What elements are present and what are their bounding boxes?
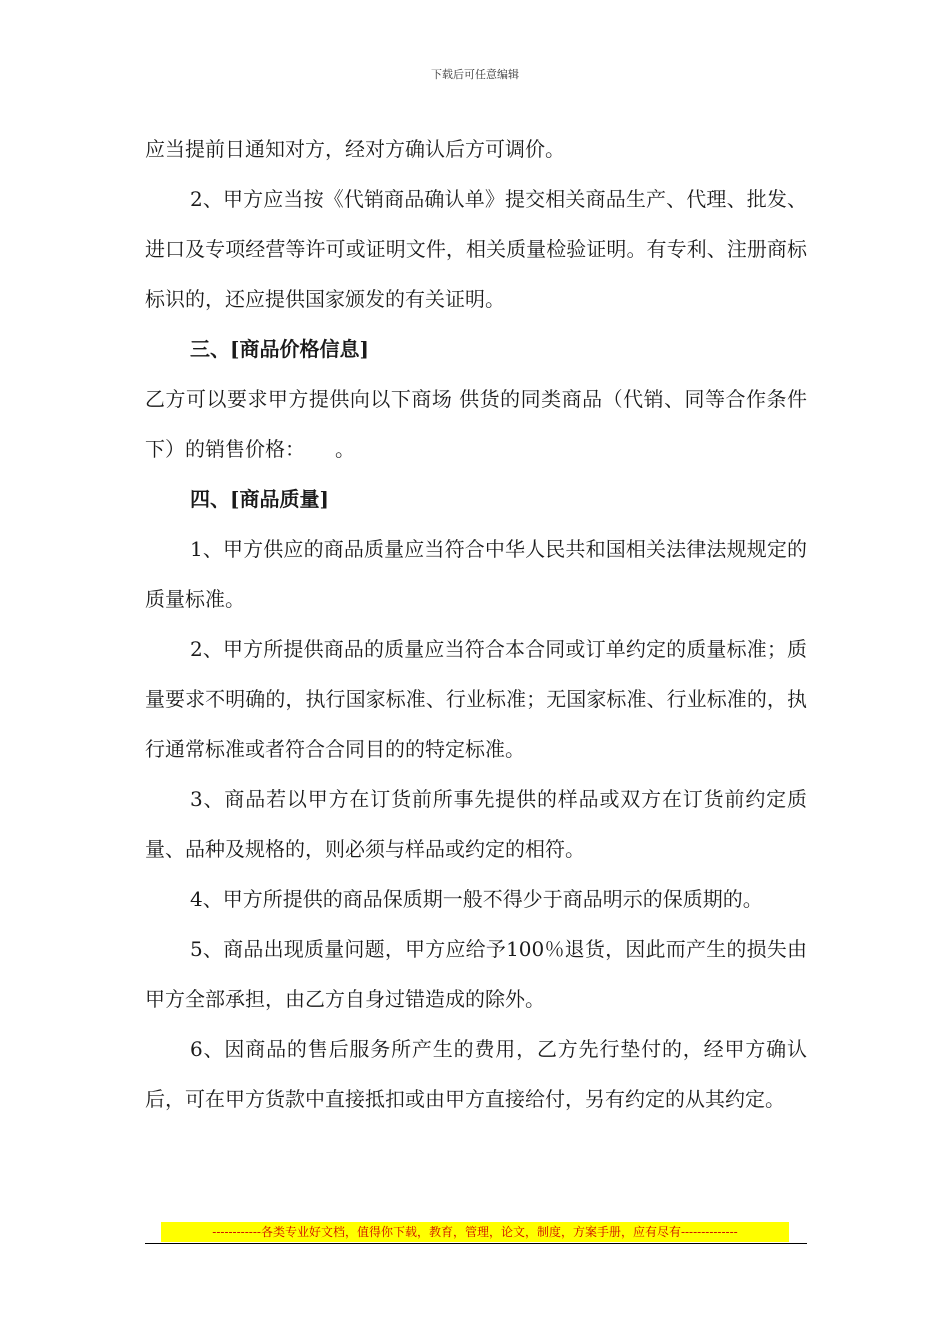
paragraph-quality-5: 5、商品出现质量问题，甲方应给予100％退货，因此而产生的损失由甲方全部承担，由乙方自身过错造成的除外。 [145, 937, 807, 1011]
paragraph-price-info: 乙方可以要求甲方提供向以下商场 供货的同类商品（代销、同等合作条件下）的销售价格： 。 [145, 387, 807, 461]
paragraph-documents: 2、甲方应当按《代销商品确认单》提交相关商品生产、代理、批发、进口及专项经营等许可或证明文件，相关质量检验证明。有专利、注册商标标识的，还应提供国家颁发的有关证明。 [145, 187, 807, 311]
paragraph-quality-6: 6、因商品的售后服务所产生的费用，乙方先行垫付的，经甲方确认后，可在甲方货款中直接抵扣或由甲方直接给付，另有约定的从其约定。 [145, 1037, 807, 1111]
paragraph-quality-3: 3、商品若以甲方在订货前所事先提供的样品或双方在订货前约定质量、品种及规格的，则必须与样品或约定的相符。 [145, 787, 807, 861]
document-body [145, 124, 807, 1124]
section-heading-price-info: 三、[商品价格信息] [190, 337, 369, 361]
footer-divider [145, 1243, 807, 1244]
footer-banner: ------------各类专业好文档，值得你下载，教育，管理，论文，制度，方案手册，应有尽有-------------- [161, 1222, 789, 1242]
page-header: 下载后可任意编辑 [431, 68, 519, 81]
paragraph-quality-4: 4、甲方所提供的商品保质期一般不得少于商品明示的保质期的。 [190, 887, 763, 911]
paragraph-quality-1: 1、甲方供应的商品质量应当符合中华人民共和国相关法律法规规定的质量标准。 [145, 537, 807, 611]
section-heading-quality: 四、[商品质量] [190, 487, 329, 511]
paragraph-quality-2: 2、甲方所提供商品的质量应当符合本合同或订单约定的质量标准；质量要求不明确的，执行国家标准、行业标准；无国家标准、行业标准的，执行通常标准或者符合合同目的的特定标准。 [145, 637, 807, 761]
paragraph-price-adjust: 应当提前日通知对方，经对方确认后方可调价。 [145, 137, 565, 161]
